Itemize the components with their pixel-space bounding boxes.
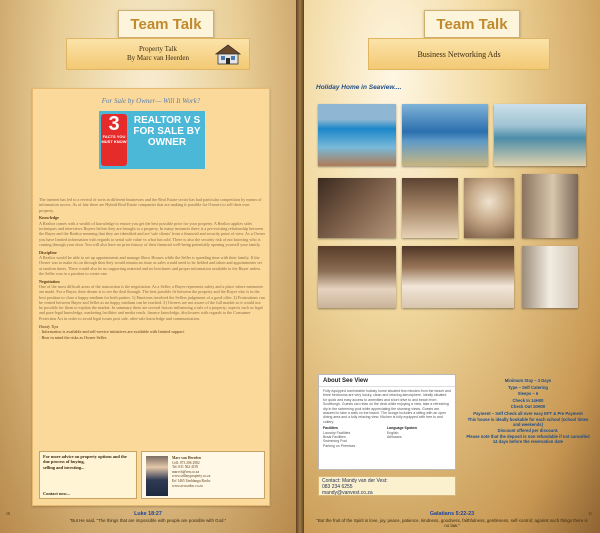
detail-line: Payment – Self Check all over easy EFT & Pre Payment — [473, 410, 583, 416]
tips-heading: Handy Tips — [39, 324, 59, 330]
contact-name: Contact: Mandy van der Vest: — [322, 478, 388, 484]
amenities — [319, 426, 455, 448]
section-heading: Discipline — [39, 249, 57, 255]
column-subtitle — [66, 38, 250, 70]
section-text: A Realtor would be able to set up appointments and manage Show Houses while the Seller is spending time with their family. If the Owner was to make do on through then they would remain an issue as sales would need to be fielded and taken and appointments set at random times. There would also be no supporting material and no brochures and proper information available to the Buyer unless the Seller was in a position to create one. — [39, 254, 262, 276]
bedroom-1-photo — [318, 246, 396, 308]
section-text: One of the most difficult areas of the transaction is the negotiation. As a Seller, a Buyer represents safety and a place where memories are made. For a Buyer, their dream is to see the deal through. The best possible fit between the property and the Buyer who is in the best position to close a happy medium for both parties. 1) Emotions involved the Sellers judgement of a good offer. 2) Frustrations can be vented between Buyer and Seller as no happy medium can be reached. 3) Owners are not aware of the full market so it would not be possible for them to explain the market. In summary there are several factors influencing a sale of a property; aspects such as legal and para-legal knowledge, marketing facilities and media reach, finance knowledge, disclosures with regards to the Consumer Protection Act in order to avoid legal issues post sale, after-sale knowledge and communication. — [39, 283, 265, 321]
facility-item: Laundry Facilities — [323, 430, 351, 435]
section-text: A Realtor comes with a wealth of knowledge to ensure you get the best possible price for your property. A Realtor applies sales techniques and interviews Buyers before they are brought to a property. In many instances there is a pre-existing relationship between the Buyer and the Realtor meaning that they are identified and are 'safe clients' from a financial and security point of view. As a Owner you have limited information with regards to serial sale value vs what has sold. There is also the security risk of not knowing who is coming through your door. You will also have no prior history of their financial well-being potentially opening yourself your family. — [39, 220, 266, 247]
detail-line: Sleeps – 6 — [517, 391, 539, 397]
hero-slogan: REALTOR V S FOR SALE BY OWNER — [133, 115, 201, 148]
bathroom-photo — [522, 246, 578, 308]
page-number: 11 — [588, 511, 592, 516]
contact-email: mandy@vanvest.co.za — [322, 490, 373, 497]
detail-line: Check Out 10H00 — [510, 404, 546, 410]
section-heading: Negotiation — [39, 278, 60, 284]
house-icon — [215, 43, 241, 65]
detail-line: Check In 14H00 — [512, 397, 544, 403]
tip-text: Bear in mind the risks as Owner Seller. — [41, 334, 108, 340]
detail-line: Minimum Stay – 3 Days — [504, 378, 552, 383]
section-heading: Knowledge — [39, 215, 60, 221]
page-number: 10 — [6, 511, 10, 516]
detail-line: Type – Self Catering — [508, 384, 548, 390]
language-item: Afrikaans — [387, 435, 402, 440]
tip-item: · Bear in mind the risks as Owner Seller. — [39, 334, 108, 340]
verse-text: "But the fruit of the Spirit is love, joy, peace, patience, kindness, goodness, faithfulness, gentleness, self-control; against such things there is no law." — [316, 518, 588, 528]
beach-photo — [494, 104, 586, 166]
card-line: Tel: 031 562 4195 — [172, 465, 199, 470]
tip-item: · Information is available and self-service initiatives are available with limited support. — [39, 329, 185, 335]
page-title: Team Talk — [424, 10, 520, 38]
verse-reference: Luke 18:27 — [134, 511, 162, 517]
author-photo — [146, 456, 168, 496]
badge-text: FACTS YOU MUST KNOW — [101, 134, 127, 144]
chandelier-photo — [464, 178, 514, 238]
right-page — [304, 0, 600, 533]
card-line: Marc van Heerden — [172, 456, 201, 460]
book-gutter — [296, 0, 304, 533]
card-details — [172, 456, 262, 488]
bedroom-2-photo — [402, 246, 514, 308]
business-card — [141, 451, 265, 499]
article-heading: For Sale by Owner— Will It Work? — [101, 97, 201, 105]
hero-graphic — [99, 111, 205, 169]
kitchen-photo — [522, 174, 578, 238]
page-title: Team Talk — [118, 10, 214, 38]
contact-prompt-line: due process of buying, — [43, 459, 85, 465]
tip-text: Information is available and self-service initiatives are available with limited support. — [41, 329, 185, 335]
card-line: www.avocadoo.co.za — [172, 483, 203, 488]
stone-wall-photo — [318, 178, 396, 238]
pool-photo — [318, 104, 396, 166]
contact-prompt-line: For more advice on property options and the — [43, 454, 127, 459]
card-line: Erf 1465 Umhlanga Rocks — [172, 478, 211, 483]
languages-heading: Language Spoken — [387, 426, 418, 431]
section-subtitle: Business Networking Ads — [368, 38, 550, 70]
facility-item: Swimming Pool — [323, 439, 348, 444]
card-line: Cell: 073 206 2982 — [172, 460, 200, 465]
card-line: marcvh@ren.co.za — [172, 469, 200, 474]
article-body — [39, 197, 265, 340]
card-line: www.sellmyproperty.co.za — [172, 474, 211, 479]
column-name: Property Talk — [138, 45, 178, 53]
facilities-list — [323, 426, 387, 448]
about-heading: About See View — [319, 375, 455, 387]
detail-line: This house is ideally bookable for each school (school times and weekends) — [467, 416, 589, 427]
article-panel — [32, 88, 270, 506]
contact-cta: Contact now... — [43, 490, 70, 496]
badge-number: 3 — [108, 113, 120, 135]
contact-phone: 083 234 6255 — [322, 484, 353, 491]
facility-item: Braai Facilities — [323, 435, 346, 440]
facts-badge — [101, 114, 127, 166]
detail-line: Please note that the deposit is non refundable if not cancelled 14 days before the reservation date — [466, 433, 590, 444]
contact-prompt-line: selling and investing... — [43, 464, 85, 470]
language-item: English — [387, 430, 399, 435]
contact-prompt-box — [39, 451, 137, 499]
facilities-heading: Facilities — [323, 426, 338, 431]
ocean-view-photo — [402, 104, 488, 166]
verse-text: "But He said, "The things that are impossible with people are possible with God." — [69, 518, 227, 523]
ad-heading: Holiday Home in Seaview.... — [316, 84, 402, 91]
article-intro: The internet has led to a revival of sorts in different businesses and the Real Estate sector has had particular competition by means of information access. As of late there are Hybrid Real Estate companies that are making it possible for Owners to sell their own property. — [39, 197, 262, 213]
author-line: By Marc van Heerden — [126, 54, 189, 62]
dining-room-photo — [402, 178, 458, 238]
ad-contact-box — [318, 476, 456, 496]
about-paragraph: Fully equipped comfortable holiday home situated few minutes from the beach and three bedrooms are very luxury, clean and relaxing atmosphere. Ideally situated for quick and easy access to amenities and short drive to and beach from Scottburgh. Guests can relax on the deck while enjoying a view, take a refreshing dip in the swimming pool while appreciating the stunning views. Guests are assured to take a walk on the beach. The lounge includes a sitting with an open dining area and a fully relaxing view. Kitchen is fully equipped with free to and cutlery. — [323, 389, 451, 424]
booking-details — [464, 378, 592, 445]
languages-list — [387, 426, 451, 448]
facility-item: Parking on Premises — [323, 443, 356, 448]
left-page — [0, 0, 296, 533]
about-panel — [318, 374, 456, 470]
detail-line: Discount offered per discount. — [497, 428, 559, 434]
verse-reference: Galatians 5:22-23 — [429, 511, 475, 517]
tips-list — [39, 329, 265, 340]
